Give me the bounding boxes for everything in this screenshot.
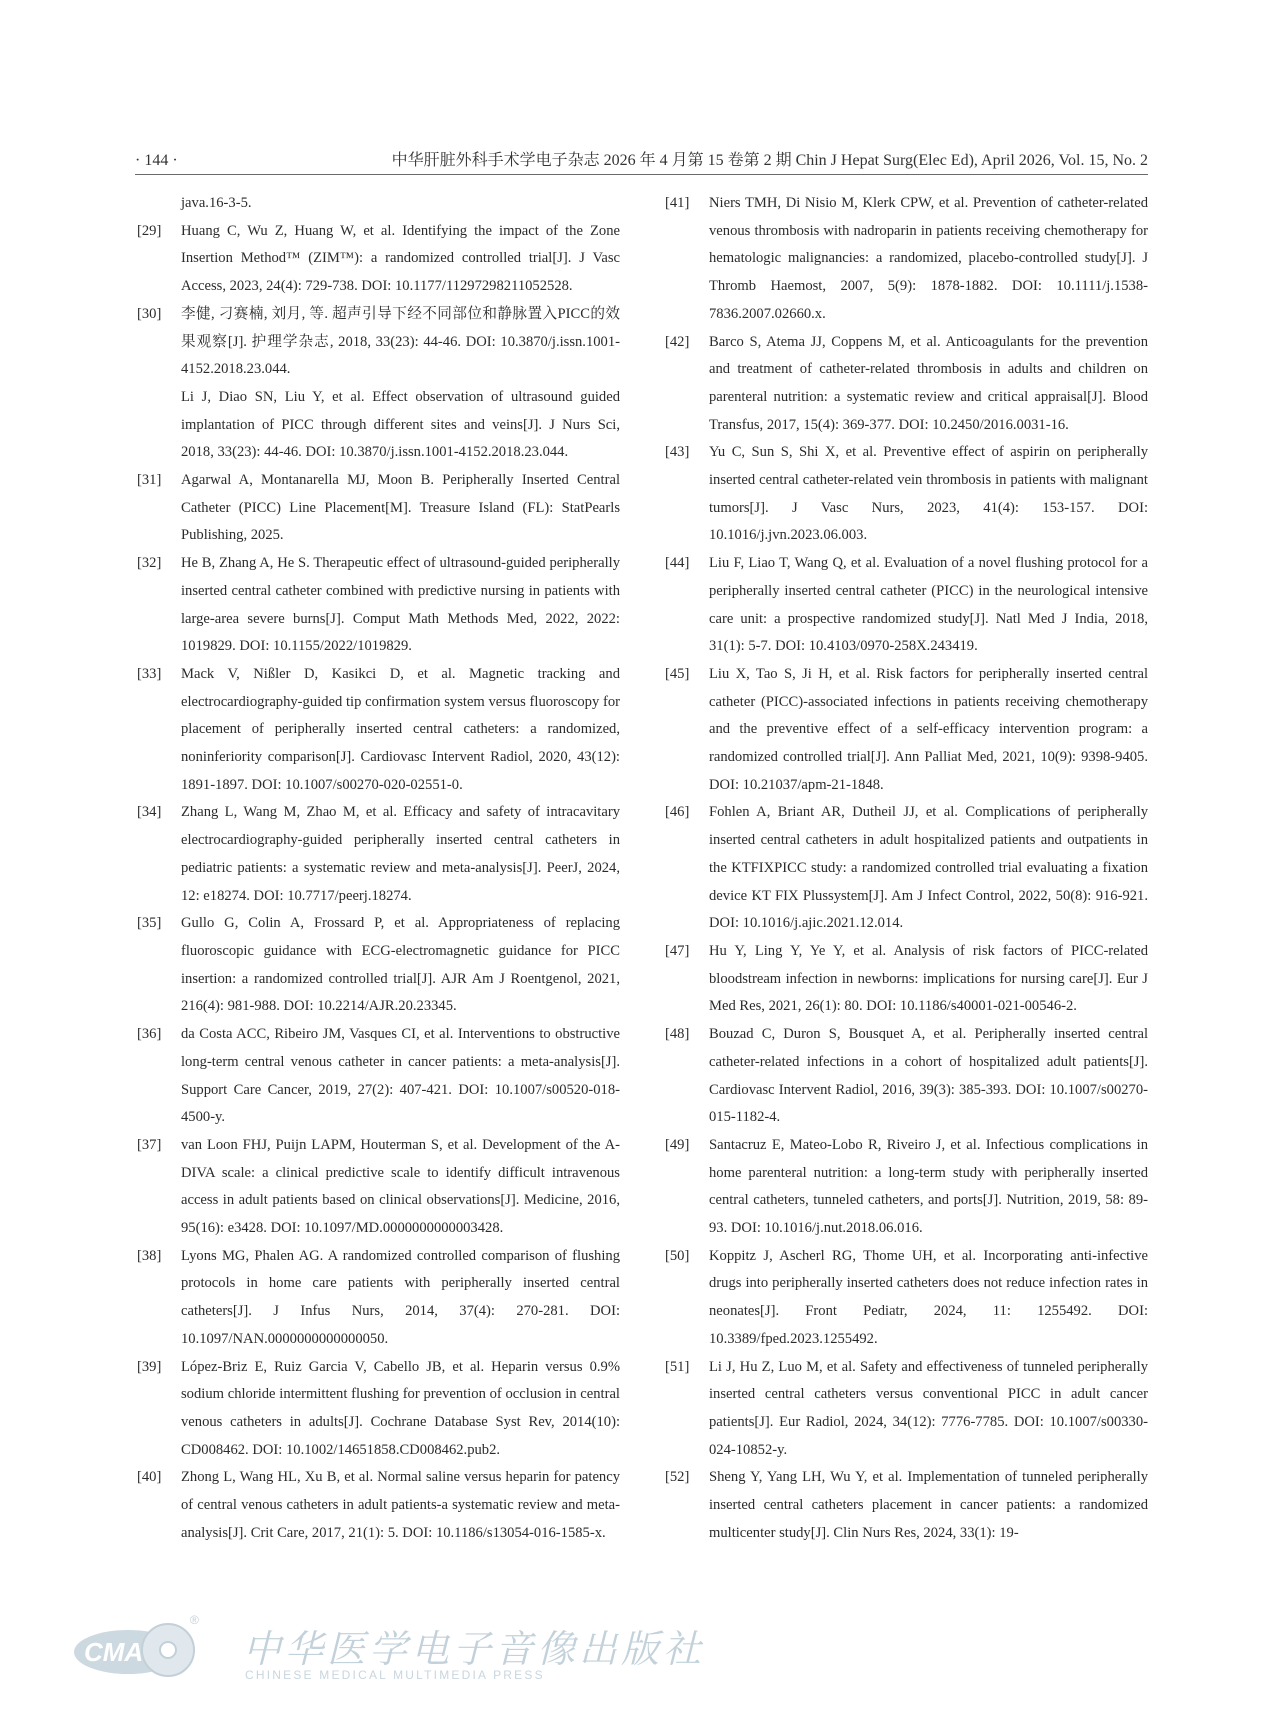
reference-number: [43] (665, 444, 690, 461)
reference-item (663, 550, 1148, 661)
reference-item (135, 799, 620, 910)
reference-item (135, 661, 620, 800)
reference-text: Sheng Y, Yang LH, Wu Y, et al. Implementation of tunneled peripherally inserted central catheters placement in cancer patients: a randomized multicenter study[J]. Clin Nurs Res, 2024, 33(1): 19- (709, 1469, 1148, 1541)
reference-number: [42] (665, 333, 690, 350)
reference-text: Santacruz E, Mateo-Lobo R, Riveiro J, et al. Infectious complications in home parenteral nutrition: a long-term study with peripherally inserted central catheters, tunneled catheters, and ports[J]. Nutrition, 2019, 58: 89-93. DOI: 10.1016/j.nut.2018.06.016. (709, 1136, 1148, 1237)
reference-item (663, 439, 1148, 550)
reference-text: Huang C, Wu Z, Huang W, et al. Identifying the impact of the Zone Insertion Method™ (ZIM™): a randomized controlled trial[J]. J Vasc Access, 2023, 24(4): 729-738. DOI: 10.1177/11297298211052528. (181, 222, 620, 295)
reference-item (663, 1132, 1148, 1243)
reference-item (663, 938, 1148, 1021)
reference-text: He B, Zhang A, He S. Therapeutic effect of ultrasound-guided peripherally inserted central catheter combined with predictive nursing in patients with large-area severe burns[J]. Comput Math Methods Med, 2022, 2022: 1019829. DOI: 10.1155/2022/1019829. (181, 555, 620, 655)
reference-item (135, 467, 620, 550)
reference-number: [41] (665, 195, 690, 211)
reference-number: [34] (137, 804, 162, 821)
reference-number: [46] (665, 804, 690, 821)
reference-text: Bouzad C, Duron S, Bousquet A, et al. Peripherally inserted central catheter-related infections in a cohort of hospitalized adult patients[J]. Cardiovasc Intervent Radiol, 2016, 39(3): 385-393. DOI: 10.1007/s00270-015-1182-4. (709, 1026, 1148, 1126)
reference-number: [48] (665, 1026, 690, 1043)
cma-disc-icon (68, 1608, 238, 1688)
reference-text: Fohlen A, Briant AR, Dutheil JJ, et al. Complications of peripherally inserted central catheters in adult hospitalized patients and outpatients in the KTFIXPICC study: a randomized controlled trial evaluating a fixation device KT FIX Plussystem[J]. Am J Infect Control, 2022, 50(8): 916-921. DOI: 10.1016/j.ajic.2021.12.014. (709, 804, 1148, 932)
reference-text: Agarwal A, Montanarella MJ, Moon B. Peripherally Inserted Central Catheter (PICC) Line Placement[M]. Treasure Island (FL): StatPearls Publishing, 2025. (181, 472, 620, 544)
reference-text: Hu Y, Ling Y, Ye Y, et al. Analysis of risk factors of PICC-related bloodstream infection in newborns: implications for nursing care[J]. Eur J Med Res, 2021, 26(1): 80. DOI: 10.1186/s40001-021-00546-2. (709, 942, 1148, 1015)
reference-text: López-Briz E, Ruiz Garcia V, Cabello JB, et al. Heparin versus 0.9% sodium chloride intermittent flushing for prevention of occlusion in central venous catheters in adults[J]. Cochrane Database Syst Rev, 2014(10): CD008462. DOI: 10.1002/14651858.CD008462.pub2. (181, 1358, 620, 1458)
reference-item (135, 301, 620, 467)
reference-item (663, 661, 1148, 800)
reference-number: [36] (137, 1026, 162, 1043)
reference-number: [49] (665, 1136, 690, 1153)
reference-text: Li J, Hu Z, Luo M, et al. Safety and effectiveness of tunneled peripherally inserted central catheters versus conventional PICC in adult cancer patients[J]. Eur Radiol, 2024, 34(12): 7776-7785. DOI: 10.1007/s00330-024-10852-y. (709, 1358, 1148, 1458)
reference-number: [40] (137, 1469, 162, 1486)
publisher-name-en: CHINESE MEDICAL MULTIMEDIA PRESS (245, 1668, 545, 1682)
reference-item (663, 1354, 1148, 1465)
reference-number: [39] (137, 1358, 162, 1375)
reference-number: [45] (665, 665, 690, 682)
reference-number: [51] (665, 1358, 690, 1375)
reference-number: [47] (665, 942, 690, 959)
reference-text: Barco S, Atema JJ, Coppens M, et al. Anticoagulants for the prevention and treatment of catheter-related thrombosis in adults and children on parenteral nutrition: a systematic review and critical appraisal[J]. Blood Transfus, 2017, 15(4): 369-377. DOI: 10.2450/2016.0031-16. (709, 333, 1148, 433)
reference-text: van Loon FHJ, Puijn LAPM, Houterman S, et al. Development of the A-DIVA scale: a clinical predictive scale to identify difficult intravenous access in adult patients based on clinical observations[J]. Medicine, 2016, 95(16): e3428. DOI: 10.1097/MD.0000000000003428. (181, 1136, 620, 1237)
reference-item (663, 190, 1148, 329)
reference-number: [30] (137, 305, 162, 322)
reference-text: Gullo G, Colin A, Frossard P, et al. Appropriateness of replacing fluoroscopic guidance with ECG-electromagnetic guidance for PICC insertion: a randomized controlled trial[J]. AJR Am J Roentgenol, 2021, 216(4): 981-988. DOI: 10.2214/AJR.20.23345. (181, 915, 620, 1015)
reference-item (135, 550, 620, 661)
reference-item (663, 1243, 1148, 1354)
reference-item (663, 329, 1148, 440)
reference-text: Niers TMH, Di Nisio M, Klerk CPW, et al. Prevention of catheter-related venous thrombosis with nadroparin in patients receiving chemotherapy for hematologic malignancies: a randomized, placebo-controlled study[J]. J Thromb Haemost, 2007, 5(9): 1878-1882. DOI: 10.1111/j.1538-7836.2007.02660.x. (709, 195, 1148, 322)
publisher-name-cn: 中华医学电子音像出版社 (243, 1627, 706, 1671)
reference-item (135, 910, 620, 1021)
journal-citation: 中华肝脏外科手术学电子杂志 2026 年 4 月第 15 卷第 2 期 Chin J Hepat Surg(Elec Ed), April 2026, Vol. 15, No. 2 (391, 152, 1148, 169)
reference-number: [37] (137, 1136, 162, 1153)
reference-text: Zhang L, Wang M, Zhao M, et al. Efficacy and safety of intracavitary electrocardiography-guided peripherally inserted central catheters in pediatric patients: a systematic review and meta-analysis[J]. PeerJ, 2024, 12: e18274. DOI: 10.7717/peerj.18274. (181, 804, 620, 904)
reference-item (135, 1354, 620, 1465)
reference-text: Liu F, Liao T, Wang Q, et al. Evaluation of a novel flushing protocol for a peripherally inserted central catheter (PICC) in the neurological intensive care unit: a prospective randomized study[J]. Natl Med J India, 2018, 31(1): 5-7. DOI: 10.4103/0970-258X.243419. (709, 555, 1148, 655)
reference-number: [44] (665, 555, 690, 572)
reference-number: [50] (665, 1247, 690, 1264)
reference-item (663, 799, 1148, 938)
reference-item (135, 218, 620, 301)
reference-number: [32] (137, 555, 162, 572)
svg-text:CMA: CMA (84, 1637, 144, 1667)
reference-item (135, 1021, 620, 1132)
reference-number: [38] (137, 1247, 162, 1264)
left-column (135, 190, 620, 1547)
reference-item (663, 1464, 1148, 1547)
reference-text: 李健, 刁赛楠, 刘月, 等. 超声引导下经不同部位和静脉置入PICC的效果观察[J]. 护理学杂志, 2018, 33(23): 44-46. DOI: 10.3870/j.issn.1001-4152.2018.23.044. (181, 305, 620, 378)
reference-continuation: java.16-3-5. (181, 195, 252, 211)
reference-translation: Li J, Diao SN, Liu Y, et al. Effect observation of ultrasound guided implantation of PICC through different sites and veins[J]. J Nurs Sci, 2018, 33(23): 44-46. DOI: 10.3870/j.issn.1001-4152.2018.23.044. (181, 388, 620, 461)
reference-number: [31] (137, 472, 162, 489)
reference-text: Mack V, Nißler D, Kasikci D, et al. Magnetic tracking and electrocardiography-guided tip confirmation system versus fluoroscopy for placement of peripherally inserted central catheters: a randomized, noninferiority comparison[J]. Cardiovasc Intervent Radiol, 2020, 43(12): 1891-1897. DOI: 10.1007/s00270-020-02551-0. (181, 665, 620, 793)
svg-text:®: ® (190, 1613, 199, 1627)
right-column (663, 190, 1148, 1547)
reference-item (135, 1132, 620, 1243)
reference-text: Koppitz J, Ascherl RG, Thome UH, et al. Incorporating anti-infective drugs into peripherally inserted catheters does not reduce infection rates in neonates[J]. Front Pediatr, 2024, 11: 1255492. DOI: 10.3389/fped.2023.1255492. (709, 1247, 1148, 1347)
running-header (135, 148, 1148, 175)
page-number: · 144 · (135, 152, 178, 169)
reference-text: Lyons MG, Phalen AG. A randomized controlled comparison of flushing protocols in home care patients with peripherally inserted central catheters[J]. J Infus Nurs, 2014, 37(4): 270-281. DOI: 10.1097/NAN.0000000000000050. (181, 1247, 620, 1347)
publisher-logo (68, 1608, 706, 1688)
reference-item (135, 1243, 620, 1354)
reference-number: [33] (137, 665, 162, 682)
reference-number: [35] (137, 915, 162, 932)
reference-item (663, 1021, 1148, 1132)
reference-number: [29] (137, 222, 162, 239)
reference-text: da Costa ACC, Ribeiro JM, Vasques CI, et al. Interventions to obstructive long-term central venous catheter in cancer patients: a meta-analysis[J]. Support Care Cancer, 2019, 27(2): 407-421. DOI: 10.1007/s00520-018-4500-y. (181, 1026, 620, 1126)
reference-text: Zhong L, Wang HL, Xu B, et al. Normal saline versus heparin for patency of central venous catheters in adult patients-a systematic review and meta-analysis[J]. Crit Care, 2017, 21(1): 5. DOI: 10.1186/s13054-016-1585-x. (181, 1469, 620, 1541)
reference-item (135, 1464, 620, 1547)
reference-number: [52] (665, 1469, 690, 1486)
reference-text: Liu X, Tao S, Ji H, et al. Risk factors for peripherally inserted central catheter (PICC)-associated infections in patients receiving chemotherapy and the preventive effect of a self-efficacy intervention program: a randomized controlled trial[J]. Ann Palliat Med, 2021, 10(9): 9398-9405. DOI: 10.21037/apm-21-1848. (709, 665, 1148, 793)
reference-text: Yu C, Sun S, Shi X, et al. Preventive effect of aspirin on peripherally inserted central catheter-related vein thrombosis in patients with malignant tumors[J]. J Vasc Nurs, 2023, 41(4): 153-157. DOI: 10.1016/j.jvn.2023.06.003. (709, 444, 1148, 544)
